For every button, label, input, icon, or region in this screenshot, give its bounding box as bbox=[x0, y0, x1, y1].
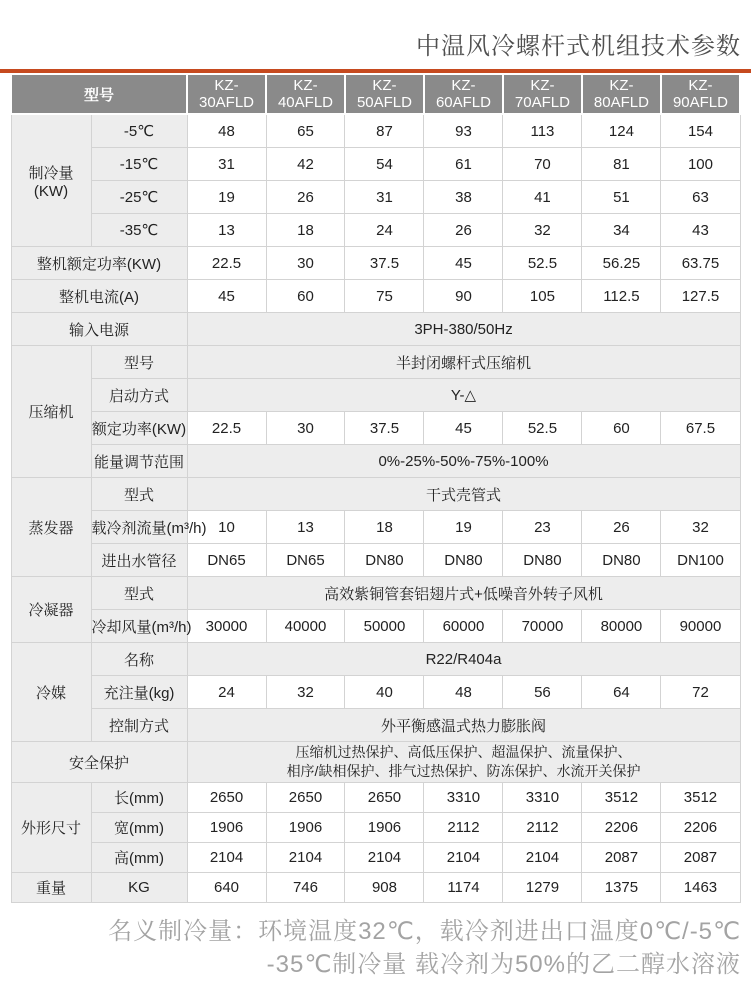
value-cell-r17-c0: 24 bbox=[187, 676, 266, 709]
value-cell-r17-c4: 56 bbox=[503, 676, 582, 709]
row-label: 输入电源 bbox=[11, 313, 187, 346]
value-cell-r23-c0: 640 bbox=[187, 873, 266, 903]
value-cell-r4-c1: 30 bbox=[266, 247, 345, 280]
value-cell-r15-c4: 70000 bbox=[503, 610, 582, 643]
value-cell-r9-c2: 37.5 bbox=[345, 412, 424, 445]
value-cell-r9-c3: 45 bbox=[424, 412, 503, 445]
span-value-cell: Y-△ bbox=[187, 379, 740, 412]
group-label: 压缩机 bbox=[11, 346, 91, 478]
sub-label bbox=[91, 676, 187, 709]
value-cell-r1-c4: 70 bbox=[503, 148, 582, 181]
value-cell-r9-c4: 52.5 bbox=[503, 412, 582, 445]
value-cell-r20-c6: 3512 bbox=[661, 783, 740, 813]
value-cell-r21-c2: 1906 bbox=[345, 813, 424, 843]
value-cell-r23-c1: 746 bbox=[266, 873, 345, 903]
value-cell-r2-c3: 38 bbox=[424, 181, 503, 214]
value-cell-r20-c3: 3310 bbox=[424, 783, 503, 813]
value-cell-r3-c3: 26 bbox=[424, 214, 503, 247]
sub-label bbox=[91, 114, 187, 148]
sub-label-text: 型号 bbox=[124, 354, 155, 372]
span-value-cell: R22/R404a bbox=[187, 643, 740, 676]
table-row bbox=[11, 379, 740, 412]
model-header-label: 型号 bbox=[11, 74, 187, 114]
table-row bbox=[11, 610, 740, 643]
group-label: 冷凝器 bbox=[11, 577, 91, 643]
sub-label-text: -35℃ bbox=[119, 222, 159, 239]
value-cell-r15-c5: 80000 bbox=[582, 610, 661, 643]
value-cell-r4-c4: 52.5 bbox=[503, 247, 582, 280]
sub-label-text: -25℃ bbox=[119, 189, 159, 206]
value-cell-r21-c4: 2112 bbox=[503, 813, 582, 843]
value-cell-r0-c6: 154 bbox=[661, 114, 740, 148]
value-cell-r3-c2: 24 bbox=[345, 214, 424, 247]
sub-label bbox=[91, 214, 187, 247]
sub-label-text: 冷却风量(m³/h) bbox=[91, 618, 192, 636]
row-label: 安全保护 bbox=[11, 742, 187, 783]
value-cell-r21-c3: 2112 bbox=[424, 813, 503, 843]
sub-label-text: 宽(mm) bbox=[114, 820, 164, 837]
value-cell-r5-c0: 45 bbox=[187, 280, 266, 313]
value-cell-r13-c3: DN80 bbox=[424, 544, 503, 577]
value-cell-r12-c0: 10 bbox=[187, 511, 266, 544]
spec-table-container bbox=[10, 73, 741, 903]
table-row bbox=[11, 478, 740, 511]
value-cell-r3-c0: 13 bbox=[187, 214, 266, 247]
sub-label bbox=[91, 783, 187, 813]
value-cell-r13-c0: DN65 bbox=[187, 544, 266, 577]
value-cell-r1-c5: 81 bbox=[582, 148, 661, 181]
table-row bbox=[11, 148, 740, 181]
span-value-cell bbox=[187, 742, 740, 783]
value-cell-r12-c2: 18 bbox=[345, 511, 424, 544]
value-cell-r3-c5: 34 bbox=[582, 214, 661, 247]
value-cell-r5-c4: 105 bbox=[503, 280, 582, 313]
footer-note-line1: 名义制冷量：环境温度32℃，载冷剂进出口温度0℃/-5℃ bbox=[108, 918, 741, 945]
span-value-cell: 半封闭螺杆式压缩机 bbox=[187, 346, 740, 379]
value-cell-r9-c0: 22.5 bbox=[187, 412, 266, 445]
table-row bbox=[11, 577, 740, 610]
table-row bbox=[11, 843, 740, 873]
value-cell-r4-c6: 63.75 bbox=[661, 247, 740, 280]
value-cell-r20-c2: 2650 bbox=[345, 783, 424, 813]
sub-label bbox=[91, 843, 187, 873]
group-label: 制冷量(KW) bbox=[11, 114, 91, 247]
sub-label bbox=[91, 478, 187, 511]
table-row bbox=[11, 813, 740, 843]
value-cell-r17-c5: 64 bbox=[582, 676, 661, 709]
table-row bbox=[11, 873, 740, 903]
model-header-row bbox=[11, 74, 740, 114]
value-cell-r4-c0: 22.5 bbox=[187, 247, 266, 280]
value-cell-r5-c1: 60 bbox=[266, 280, 345, 313]
table-row bbox=[11, 445, 740, 478]
value-cell-r22-c1: 2104 bbox=[266, 843, 345, 873]
value-cell-r13-c1: DN65 bbox=[266, 544, 345, 577]
sub-label-text: 能量调节范围 bbox=[94, 453, 185, 471]
sub-label-text: 型式 bbox=[124, 486, 155, 504]
value-cell-r22-c0: 2104 bbox=[187, 843, 266, 873]
value-cell-r9-c5: 60 bbox=[582, 412, 661, 445]
spec-table-header bbox=[11, 74, 740, 114]
value-cell-r1-c1: 42 bbox=[266, 148, 345, 181]
value-cell-r5-c2: 75 bbox=[345, 280, 424, 313]
model-header-0: KZ-30AFLD bbox=[187, 74, 266, 114]
row-label: 整机额定功率(KW) bbox=[11, 247, 187, 280]
footer-note bbox=[0, 915, 741, 981]
value-cell-r23-c5: 1375 bbox=[582, 873, 661, 903]
sub-label-text: 高(mm) bbox=[114, 850, 164, 867]
safety-protection-line: 相序/缺相保护、排气过热保护、防冻保护、水流开关保护 bbox=[286, 763, 641, 779]
value-cell-r5-c6: 127.5 bbox=[661, 280, 740, 313]
sub-label bbox=[91, 511, 207, 544]
table-row bbox=[11, 742, 740, 783]
sub-label-text: 控制方式 bbox=[109, 717, 170, 735]
value-cell-r2-c5: 51 bbox=[582, 181, 661, 214]
value-cell-r4-c2: 37.5 bbox=[345, 247, 424, 280]
value-cell-r17-c1: 32 bbox=[266, 676, 345, 709]
span-value-cell: 外平衡感温式热力膨胀阀 bbox=[187, 709, 740, 742]
sub-label bbox=[91, 379, 187, 412]
table-row bbox=[11, 114, 740, 148]
footer-note-line2: -35℃制冷量 载冷剂为50%的乙二醇水溶液 bbox=[266, 951, 741, 978]
value-cell-r22-c5: 2087 bbox=[582, 843, 661, 873]
sub-label-text: 载冷剂流量(m³/h) bbox=[91, 519, 207, 537]
table-row bbox=[11, 544, 740, 577]
model-header-2: KZ-50AFLD bbox=[345, 74, 424, 114]
sub-label bbox=[91, 577, 187, 610]
value-cell-r23-c4: 1279 bbox=[503, 873, 582, 903]
sub-label bbox=[91, 709, 187, 742]
model-header-6: KZ-90AFLD bbox=[661, 74, 740, 114]
value-cell-r9-c6: 67.5 bbox=[661, 412, 740, 445]
value-cell-r2-c4: 41 bbox=[503, 181, 582, 214]
spec-table bbox=[10, 73, 741, 903]
value-cell-r3-c1: 18 bbox=[266, 214, 345, 247]
sub-label-text: 型式 bbox=[124, 585, 155, 603]
table-row bbox=[11, 643, 740, 676]
value-cell-r4-c3: 45 bbox=[424, 247, 503, 280]
value-cell-r23-c2: 908 bbox=[345, 873, 424, 903]
value-cell-r15-c6: 90000 bbox=[661, 610, 740, 643]
value-cell-r0-c1: 65 bbox=[266, 114, 345, 148]
table-row bbox=[11, 511, 740, 544]
value-cell-r12-c4: 23 bbox=[503, 511, 582, 544]
value-cell-r15-c2: 50000 bbox=[345, 610, 424, 643]
value-cell-r12-c3: 19 bbox=[424, 511, 503, 544]
row-label: 整机电流(A) bbox=[11, 280, 187, 313]
value-cell-r17-c6: 72 bbox=[661, 676, 740, 709]
value-cell-r15-c1: 40000 bbox=[266, 610, 345, 643]
table-row bbox=[11, 280, 740, 313]
table-row bbox=[11, 676, 740, 709]
value-cell-r3-c6: 43 bbox=[661, 214, 740, 247]
value-cell-r21-c6: 2206 bbox=[661, 813, 740, 843]
sub-label-text: 充注量(kg) bbox=[103, 684, 175, 702]
value-cell-r15-c0: 30000 bbox=[187, 610, 266, 643]
value-cell-r0-c5: 124 bbox=[582, 114, 661, 148]
sub-label bbox=[91, 813, 187, 843]
sub-label bbox=[91, 610, 192, 643]
value-cell-r0-c3: 93 bbox=[424, 114, 503, 148]
table-row bbox=[11, 783, 740, 813]
table-row bbox=[11, 346, 740, 379]
span-value-cell: 0%-25%-50%-75%-100% bbox=[187, 445, 740, 478]
sub-label-text: 额定功率(KW) bbox=[91, 420, 187, 438]
value-cell-r1-c0: 31 bbox=[187, 148, 266, 181]
value-cell-r20-c5: 3512 bbox=[582, 783, 661, 813]
sub-label bbox=[91, 643, 187, 676]
value-cell-r21-c5: 2206 bbox=[582, 813, 661, 843]
model-header-3: KZ-60AFLD bbox=[424, 74, 503, 114]
value-cell-r20-c4: 3310 bbox=[503, 783, 582, 813]
group-label: 蒸发器 bbox=[11, 478, 91, 577]
value-cell-r22-c4: 2104 bbox=[503, 843, 582, 873]
value-cell-r15-c3: 60000 bbox=[424, 610, 503, 643]
sub-label-text: -15℃ bbox=[119, 156, 159, 173]
value-cell-r1-c3: 61 bbox=[424, 148, 503, 181]
table-row bbox=[11, 709, 740, 742]
span-value-cell: 干式壳管式 bbox=[187, 478, 740, 511]
value-cell-r20-c1: 2650 bbox=[266, 783, 345, 813]
value-cell-r17-c2: 40 bbox=[345, 676, 424, 709]
value-cell-r22-c6: 2087 bbox=[661, 843, 740, 873]
value-cell-r23-c6: 1463 bbox=[661, 873, 740, 903]
value-cell-r12-c5: 26 bbox=[582, 511, 661, 544]
value-cell-r17-c3: 48 bbox=[424, 676, 503, 709]
value-cell-r22-c3: 2104 bbox=[424, 843, 503, 873]
value-cell-r1-c2: 54 bbox=[345, 148, 424, 181]
sub-label bbox=[91, 181, 187, 214]
sub-label bbox=[91, 412, 187, 445]
table-row bbox=[11, 247, 740, 280]
span-value-cell: 高效紫铜管套铝翅片式+低噪音外转子风机 bbox=[187, 577, 740, 610]
value-cell-r21-c0: 1906 bbox=[187, 813, 266, 843]
sub-label-text: 长(mm) bbox=[114, 790, 164, 807]
table-row bbox=[11, 313, 740, 346]
value-cell-r20-c0: 2650 bbox=[187, 783, 266, 813]
value-cell-r3-c4: 32 bbox=[503, 214, 582, 247]
value-cell-r23-c3: 1174 bbox=[424, 873, 503, 903]
value-cell-r2-c6: 63 bbox=[661, 181, 740, 214]
value-cell-r13-c4: DN80 bbox=[503, 544, 582, 577]
page-title: 中温风冷螺杆式机组技术参数 bbox=[416, 33, 741, 60]
value-cell-r0-c2: 87 bbox=[345, 114, 424, 148]
span-value-cell: 3PH-380/50Hz bbox=[187, 313, 740, 346]
sub-label-text: 启动方式 bbox=[109, 387, 170, 405]
value-cell-r13-c2: DN80 bbox=[345, 544, 424, 577]
group-label: 冷媒 bbox=[11, 643, 91, 742]
model-header-5: KZ-80AFLD bbox=[582, 74, 661, 114]
sub-label-text: 名称 bbox=[124, 651, 155, 669]
value-cell-r1-c6: 100 bbox=[661, 148, 740, 181]
value-cell-r2-c1: 26 bbox=[266, 181, 345, 214]
value-cell-r5-c5: 112.5 bbox=[582, 280, 661, 313]
value-cell-r4-c5: 56.25 bbox=[582, 247, 661, 280]
value-cell-r13-c5: DN80 bbox=[582, 544, 661, 577]
sub-label bbox=[91, 148, 187, 181]
value-cell-r13-c6: DN100 bbox=[661, 544, 740, 577]
value-cell-r2-c2: 31 bbox=[345, 181, 424, 214]
model-header-4: KZ-70AFLD bbox=[503, 74, 582, 114]
value-cell-r5-c3: 90 bbox=[424, 280, 503, 313]
table-row bbox=[11, 214, 740, 247]
value-cell-r9-c1: 30 bbox=[266, 412, 345, 445]
sub-label-text: KG bbox=[128, 879, 150, 896]
table-row bbox=[11, 412, 740, 445]
spec-table-body bbox=[11, 114, 740, 903]
safety-protection-line: 压缩机过热保护、高低压保护、超温保护、流量保护、 bbox=[295, 744, 632, 760]
value-cell-r22-c2: 2104 bbox=[345, 843, 424, 873]
sub-label-text: 进出水管径 bbox=[101, 552, 177, 570]
value-cell-r21-c1: 1906 bbox=[266, 813, 345, 843]
sub-label-text: -5℃ bbox=[123, 123, 155, 140]
sub-label bbox=[91, 346, 187, 379]
value-cell-r2-c0: 19 bbox=[187, 181, 266, 214]
value-cell-r0-c4: 113 bbox=[503, 114, 582, 148]
group-label: 重量 bbox=[11, 873, 91, 903]
value-cell-r0-c0: 48 bbox=[187, 114, 266, 148]
table-row bbox=[11, 181, 740, 214]
value-cell-r12-c6: 32 bbox=[661, 511, 740, 544]
sub-label bbox=[91, 445, 187, 478]
group-label: 外形尺寸 bbox=[11, 783, 91, 873]
sub-label bbox=[91, 544, 187, 577]
sub-label bbox=[91, 873, 187, 903]
value-cell-r12-c1: 13 bbox=[266, 511, 345, 544]
model-header-1: KZ-40AFLD bbox=[266, 74, 345, 114]
